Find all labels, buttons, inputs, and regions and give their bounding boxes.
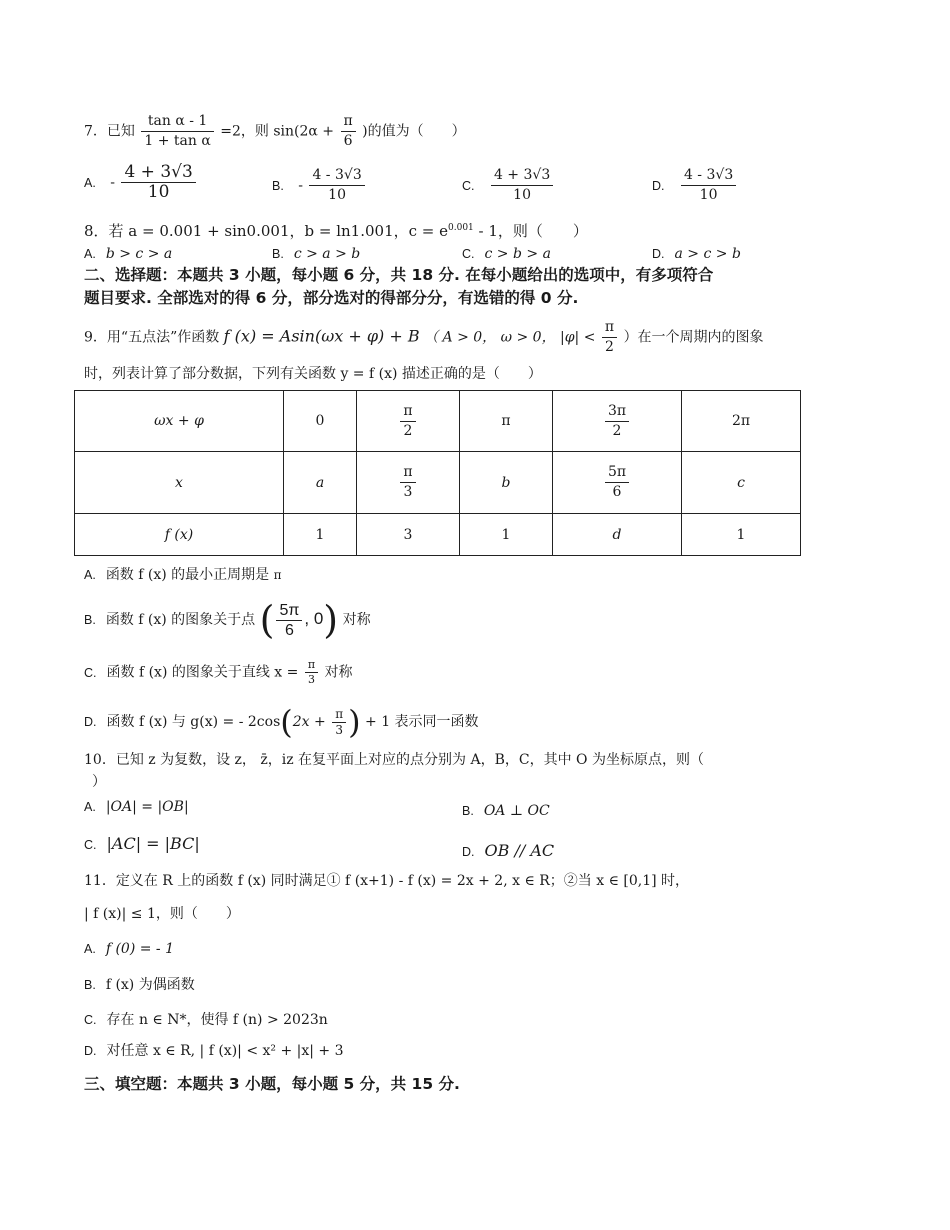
q9-lead: 9．用“五点法”作函数 bbox=[84, 329, 224, 346]
q9-table bbox=[74, 390, 801, 556]
option-fraction bbox=[121, 163, 195, 202]
q7-expr-prefix: sin(2α + bbox=[273, 123, 339, 140]
option-text: 函数 f (x) 与 g(x) = - 2cos bbox=[106, 714, 281, 730]
option-label: C. bbox=[84, 1013, 97, 1027]
q9-option-d bbox=[84, 700, 479, 744]
cell-den: 6 bbox=[612, 484, 622, 500]
option-fraction bbox=[332, 707, 346, 738]
option-label: D. bbox=[462, 845, 475, 859]
q11-stem-line1: 11．定义在 R 上的函数 f (x) 同时满足① f (x+1) - f (x) = 2x + 2, x ∈ R；②当 x ∈ [0,1] 时， bbox=[84, 873, 690, 889]
q11-stem-line2: | f (x)| ≤ 1，则（ ） bbox=[84, 906, 240, 922]
q7-fraction bbox=[141, 112, 213, 151]
table-head-cell: ωx + φ bbox=[75, 391, 284, 452]
option-label: D. bbox=[84, 1044, 97, 1058]
q9-option-b bbox=[84, 598, 371, 642]
table-cell bbox=[553, 391, 682, 452]
table-cell: d bbox=[553, 514, 682, 556]
table-cell: 1 bbox=[284, 514, 357, 556]
q7-eq: =2，则 bbox=[220, 123, 269, 140]
q7-option-b bbox=[272, 166, 367, 205]
option-den: 10 bbox=[328, 187, 346, 203]
q11-option-c bbox=[84, 1009, 328, 1031]
option-label: A. bbox=[84, 247, 96, 261]
option-label: B. bbox=[272, 178, 284, 193]
table-cell: 0 bbox=[284, 391, 357, 452]
q8-stem-tail: - 1，则（ ） bbox=[473, 222, 588, 240]
q7-stem bbox=[84, 112, 466, 151]
option-label: B. bbox=[272, 247, 284, 261]
table-cell: 3 bbox=[357, 514, 460, 556]
left-paren: ( bbox=[280, 703, 293, 741]
q7-six: 6 bbox=[343, 133, 353, 149]
q10-option-c bbox=[84, 833, 200, 856]
option-text: 存在 n ∈ N*，使得 f (n) > 2023n bbox=[106, 1012, 328, 1028]
option-num: 4 - 3√3 bbox=[681, 166, 736, 186]
q9-option-a bbox=[84, 564, 282, 586]
option-num: π bbox=[332, 707, 346, 723]
option-num: 5π bbox=[276, 601, 302, 621]
q7-lead: 7．已知 bbox=[84, 123, 135, 140]
cell-num: 3π bbox=[605, 402, 629, 422]
table-cell: 1 bbox=[460, 514, 553, 556]
option-text: OB // AC bbox=[484, 841, 555, 860]
option-mid: , 0 bbox=[304, 609, 324, 628]
option-fraction bbox=[491, 166, 553, 205]
table-cell: a bbox=[284, 452, 357, 514]
option-sign: - bbox=[298, 177, 303, 194]
option-den: 10 bbox=[513, 187, 531, 203]
option-fraction bbox=[309, 166, 364, 205]
q9-cond-end: ）在一个周期内的图象 bbox=[623, 329, 764, 346]
table-head-cell: x bbox=[75, 452, 284, 514]
q8-option-d bbox=[652, 243, 741, 265]
option-den: 6 bbox=[284, 621, 294, 639]
q11-option-a bbox=[84, 938, 174, 960]
option-num: 4 + 3√3 bbox=[491, 166, 553, 186]
q11-option-b bbox=[84, 974, 195, 996]
option-text: f (x) 为偶函数 bbox=[105, 977, 195, 993]
q8-stem-text: 8．若 a = 0.001 + sin0.001，b = ln1.001，c = e bbox=[84, 222, 448, 240]
cell-num: π bbox=[400, 463, 415, 483]
option-text: 函数 f (x) 的图象关于点 bbox=[105, 612, 260, 628]
option-num: 4 + 3√3 bbox=[121, 163, 195, 183]
q9-pi: π bbox=[602, 318, 617, 338]
q11-option-d bbox=[84, 1040, 344, 1062]
option-num: 4 - 3√3 bbox=[309, 166, 364, 186]
table-cell: 2π bbox=[682, 391, 801, 452]
q8-option-a bbox=[84, 243, 172, 265]
q10-option-b bbox=[462, 800, 550, 822]
option-den: 10 bbox=[147, 182, 170, 202]
q7-expr-suffix: )的值为（ ） bbox=[362, 123, 466, 140]
q9-stem-line2: 时，列表计算了部分数据，下列有关函数 y = f (x) 描述正确的是（ ） bbox=[84, 366, 542, 382]
q8-option-c bbox=[462, 243, 551, 265]
section2-heading-line2: 题目要求. 全部选对的得 6 分，部分选对的得部分分，有选错的得 0 分. bbox=[84, 289, 579, 307]
table-cell bbox=[357, 452, 460, 514]
table-cell: b bbox=[460, 452, 553, 514]
q9-function: f (x) = Asin(ωx + φ) + B bbox=[223, 326, 420, 346]
q7-frac-num: tan α - 1 bbox=[141, 112, 213, 132]
option-suffix: 对称 bbox=[320, 664, 353, 681]
right-paren: ) bbox=[348, 703, 361, 741]
section2-heading-line1: 二、选择题：本题共 3 小题，每小题 6 分，共 18 分. 在每小题给出的选项中，有多项符合 bbox=[84, 266, 714, 284]
option-label: A. bbox=[84, 942, 96, 956]
option-label: B. bbox=[84, 978, 96, 992]
option-text: OA ⊥ OC bbox=[483, 803, 550, 819]
option-suffix: 对称 bbox=[338, 612, 371, 628]
q10-option-a bbox=[84, 796, 189, 818]
option-text: f (0) = - 1 bbox=[105, 941, 174, 957]
q10-option-d bbox=[462, 840, 554, 863]
option-value: π bbox=[273, 568, 282, 582]
cell-num: 5π bbox=[605, 463, 629, 483]
cell-den: 2 bbox=[403, 422, 413, 439]
q8-stem bbox=[84, 218, 588, 241]
option-text: a > c > b bbox=[674, 246, 741, 262]
table-cell bbox=[357, 391, 460, 452]
option-label: C. bbox=[462, 178, 475, 193]
q9-pi2 bbox=[602, 318, 617, 357]
option-label: A. bbox=[84, 175, 96, 190]
q7-option-a bbox=[84, 163, 198, 202]
cell-num: π bbox=[400, 402, 415, 422]
option-label: C. bbox=[462, 247, 475, 261]
q7-pi: π bbox=[341, 112, 356, 132]
option-label: B. bbox=[462, 804, 474, 818]
q7-option-c bbox=[462, 166, 555, 205]
option-label: D. bbox=[652, 178, 665, 193]
option-text: 函数 f (x) 的最小正周期是 bbox=[105, 567, 274, 583]
option-label: B. bbox=[84, 613, 96, 627]
option-fraction bbox=[305, 658, 318, 687]
q7-option-d bbox=[652, 166, 738, 205]
cell-den: 3 bbox=[403, 484, 413, 500]
option-text: b > c > a bbox=[105, 246, 173, 262]
option-label: A. bbox=[84, 568, 96, 582]
option-text: |OA| = |OB| bbox=[105, 799, 189, 815]
table-cell: π bbox=[460, 391, 553, 452]
left-paren: ( bbox=[259, 598, 275, 642]
q8-option-b bbox=[272, 243, 360, 265]
table-cell bbox=[553, 452, 682, 514]
table-cell: 1 bbox=[682, 514, 801, 556]
option-label: C. bbox=[84, 665, 97, 680]
option-fraction bbox=[681, 166, 736, 205]
section3-heading: 三、填空题：本题共 3 小题，每小题 5 分，共 15 分. bbox=[84, 1075, 460, 1093]
q7-frac-den: 1 + tan α bbox=[144, 133, 211, 149]
option-den: 10 bbox=[699, 187, 718, 203]
option-den: 3 bbox=[307, 673, 315, 686]
q10-stem-line1: 10．已知 z 为复数，设 z， z̄，iz 在复平面上对应的点分别为 A，B，C，其中 O 为坐标原点，则（ bbox=[84, 752, 704, 768]
option-text: |AC| = |BC| bbox=[106, 834, 200, 853]
q9-two: 2 bbox=[605, 339, 614, 355]
option-num: π bbox=[305, 658, 318, 673]
option-label: D. bbox=[652, 247, 665, 261]
right-paren: ) bbox=[323, 598, 339, 642]
option-fraction bbox=[276, 601, 302, 640]
table-head-cell: f (x) bbox=[75, 514, 284, 556]
q9-stem-line1 bbox=[84, 318, 764, 357]
q9-conditions: （ A > 0， ω > 0， |φ| < bbox=[424, 329, 600, 346]
option-text: 函数 f (x) 的图象关于直线 x = bbox=[106, 664, 303, 681]
q10-stem-line2: ） bbox=[92, 774, 106, 790]
q8-exponent: 0.001 bbox=[448, 223, 474, 233]
q7-pi6 bbox=[341, 112, 356, 151]
option-inner: 2x + bbox=[292, 714, 331, 730]
option-text: 对任意 x ∈ R, | f (x)| < x² + |x| + 3 bbox=[106, 1043, 344, 1059]
option-label: C. bbox=[84, 838, 97, 852]
option-sign: - bbox=[110, 174, 115, 191]
option-den: 3 bbox=[335, 722, 343, 737]
cell-den: 2 bbox=[612, 422, 622, 439]
table-cell: c bbox=[682, 452, 801, 514]
option-label: A. bbox=[84, 800, 96, 814]
option-text: c > a > b bbox=[293, 246, 361, 262]
q9-option-c bbox=[84, 658, 353, 687]
option-text: c > b > a bbox=[484, 246, 551, 262]
option-label: D. bbox=[84, 715, 97, 729]
option-suffix: + 1 表示同一函数 bbox=[360, 714, 479, 730]
